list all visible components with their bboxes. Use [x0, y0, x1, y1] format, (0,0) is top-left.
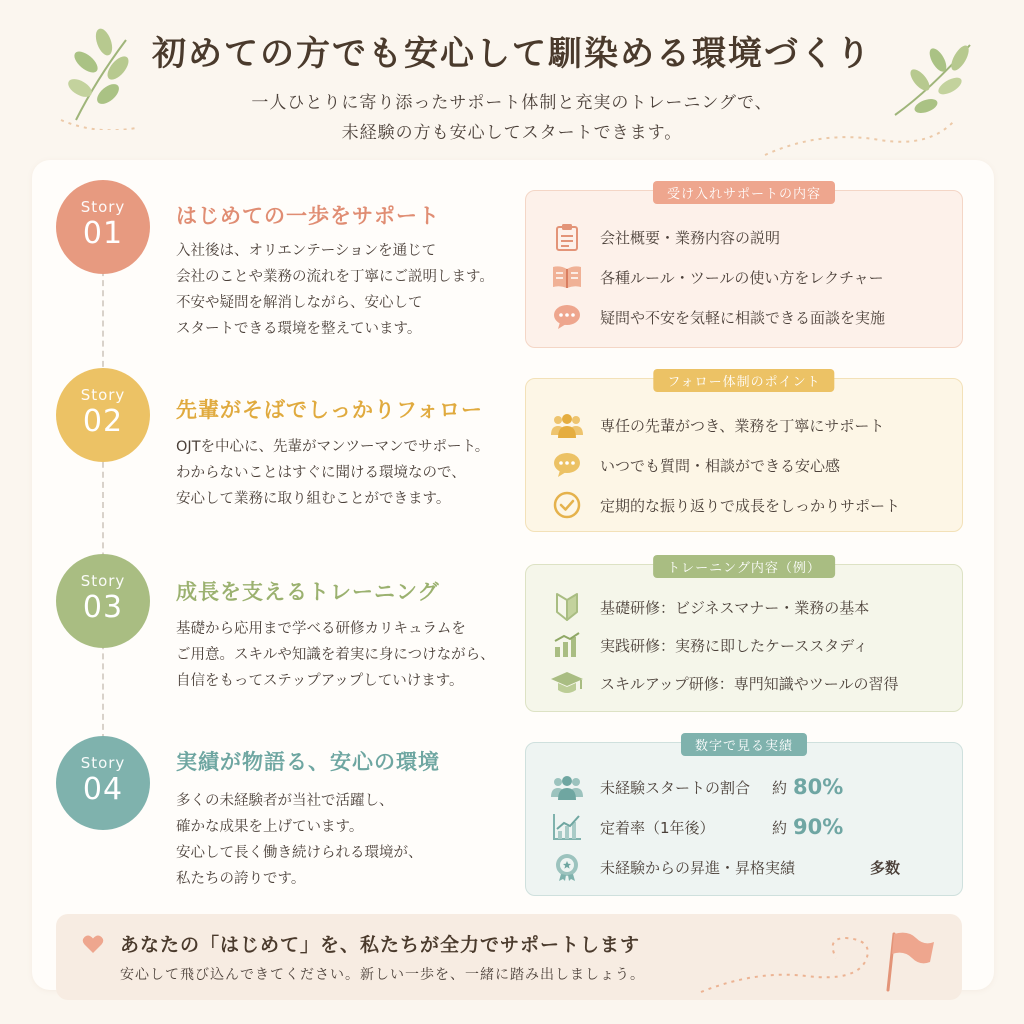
stat-row — [550, 771, 950, 803]
story-body-line: 自信をもってステップアップしていけます。 — [176, 673, 464, 689]
story-body-line: 会社のことや業務の流れを丁寧にご説明します。 — [176, 269, 494, 285]
story-title-03: 成長を支えるトレーニング — [176, 580, 440, 604]
panel-label: 受け入れサポートの内容 — [653, 181, 835, 204]
story-label: Story — [80, 754, 126, 772]
page-title: 初めての方でも安心して馴染める環境づくり — [152, 34, 872, 74]
results-in-numbers-panel — [525, 739, 963, 896]
banner-subtitle: 安心して飛び込んできてください。新しい一歩を、一緒に踏み出しましょう。 — [120, 967, 645, 983]
story-body-line: わからないことはすぐに聞ける環境なので、 — [176, 465, 466, 481]
story-number: 03 — [82, 590, 124, 625]
panel-item — [550, 221, 780, 253]
stat-value: 多数 — [870, 858, 901, 877]
clipboard-icon — [550, 221, 584, 253]
panel-item — [550, 667, 899, 699]
people-icon — [550, 771, 584, 803]
people-icon — [550, 409, 584, 441]
timeline-dashed-line — [102, 260, 104, 740]
dotted-path-decoration — [696, 930, 896, 996]
story-label: Story — [80, 572, 126, 590]
chat-bubble-icon — [550, 301, 584, 333]
story-body-line: 不安や疑問を解消しながら、安心して — [176, 295, 423, 311]
story-number: 02 — [82, 404, 124, 439]
story-body-line: 安心して長く働き続けられる環境が、 — [176, 845, 423, 861]
story-number: 01 — [82, 216, 124, 251]
chat-bubble-icon — [550, 449, 584, 481]
story-title-02: 先輩がそばでしっかりフォロー — [176, 398, 483, 422]
story-badge-03 — [56, 554, 150, 648]
panel-item-text: 定期的な振り返りで成長をしっかりサポート — [600, 496, 901, 515]
support-content-panel — [525, 187, 963, 348]
story-label: Story — [80, 386, 126, 404]
page-subtitle — [0, 88, 1024, 148]
panel-item-text: スキルアップ研修：専門知識やツールの習得 — [600, 674, 899, 693]
page-header — [0, 0, 1024, 160]
story-body-02 — [176, 434, 516, 512]
bar-chart-icon — [550, 629, 584, 661]
story-body-line: OJTを中心に、先輩がマンツーマンでサポート。 — [176, 439, 490, 455]
stat-value: 90% — [793, 815, 844, 839]
panel-item — [550, 301, 885, 333]
closing-banner — [56, 914, 962, 1000]
panel-item-text: 会社概要・業務内容の説明 — [600, 228, 781, 247]
stat-row — [550, 851, 950, 883]
story-body-line: 安心して業務に取り組むことができます。 — [176, 491, 451, 507]
story-body-line: 基礎から応用まで学べる研修カリキュラムを — [176, 621, 466, 637]
graduation-cap-icon — [550, 667, 584, 699]
stat-label: 定着率（1年後） — [600, 818, 715, 837]
heart-icon — [82, 934, 104, 954]
story-body-line: 私たちの誇りです。 — [176, 871, 306, 887]
beginner-mark-icon — [550, 591, 584, 623]
follow-up-points-panel — [525, 375, 963, 532]
panel-item — [550, 629, 868, 661]
panel-item-text: 各種ルール・ツールの使い方をレクチャー — [600, 268, 884, 287]
story-title-01: はじめての一歩をサポート — [176, 204, 440, 228]
panel-item-text: 疑問や不安を気軽に相談できる面談を実施 — [600, 308, 886, 327]
story-number: 04 — [82, 772, 124, 807]
award-badge-icon — [550, 851, 584, 883]
book-icon — [550, 261, 584, 293]
stat-label: 未経験スタートの割合 — [600, 778, 751, 797]
story-badge-04 — [56, 736, 150, 830]
stat-approx: 約 — [772, 818, 788, 837]
subtitle-line-2: 未経験の方も安心してスタートできます。 — [341, 123, 683, 143]
story-badge-02 — [56, 368, 150, 462]
story-body-03 — [176, 616, 516, 694]
stat-value: 80% — [793, 775, 844, 799]
story-body-line: 多くの未経験者が当社で活躍し、 — [176, 793, 394, 809]
subtitle-line-1: 一人ひとりに寄り添ったサポート体制と充実のトレーニングで、 — [251, 93, 773, 113]
panel-label: 数字で見る実績 — [681, 733, 807, 756]
stat-row — [550, 811, 950, 843]
panel-item — [550, 489, 900, 521]
story-body-line: スタートできる環境を整えています。 — [176, 321, 422, 337]
story-body-line: 確かな成果を上げています。 — [176, 819, 364, 835]
growth-chart-icon — [550, 811, 584, 843]
panel-label: トレーニング内容（例） — [653, 555, 835, 578]
story-body-line: ご用意。スキルや知識を着実に身につけながら、 — [176, 647, 495, 663]
story-body-01 — [176, 238, 516, 342]
panel-item — [550, 261, 884, 293]
panel-item — [550, 449, 840, 481]
story-body-04 — [176, 788, 516, 892]
story-badge-01 — [56, 180, 150, 274]
panel-item-text: 基礎研修：ビジネスマナー・業務の基本 — [600, 598, 870, 617]
panel-label: フォロー体制のポイント — [653, 369, 834, 392]
panel-item — [550, 591, 869, 623]
story-title-04: 実績が物語る、安心の環境 — [176, 750, 440, 774]
stat-approx: 約 — [772, 778, 788, 797]
story-body-line: 入社後は、オリエンテーションを通じて — [176, 243, 437, 259]
banner-title: あなたの「はじめて」を、私たちが全力でサポートします — [120, 934, 641, 956]
panel-item-text: いつでも質問・相談ができる安心感 — [600, 456, 841, 475]
panel-item — [550, 409, 884, 441]
story-label: Story — [80, 198, 126, 216]
panel-item-text: 実践研修：実務に即したケーススタディ — [600, 636, 869, 655]
training-content-panel — [525, 561, 963, 712]
panel-item-text: 専任の先輩がつき、業務を丁寧にサポート — [600, 416, 885, 435]
check-circle-icon — [550, 489, 584, 521]
stat-label: 未経験からの昇進・昇格実績 — [600, 858, 796, 877]
flag-icon — [882, 928, 938, 992]
